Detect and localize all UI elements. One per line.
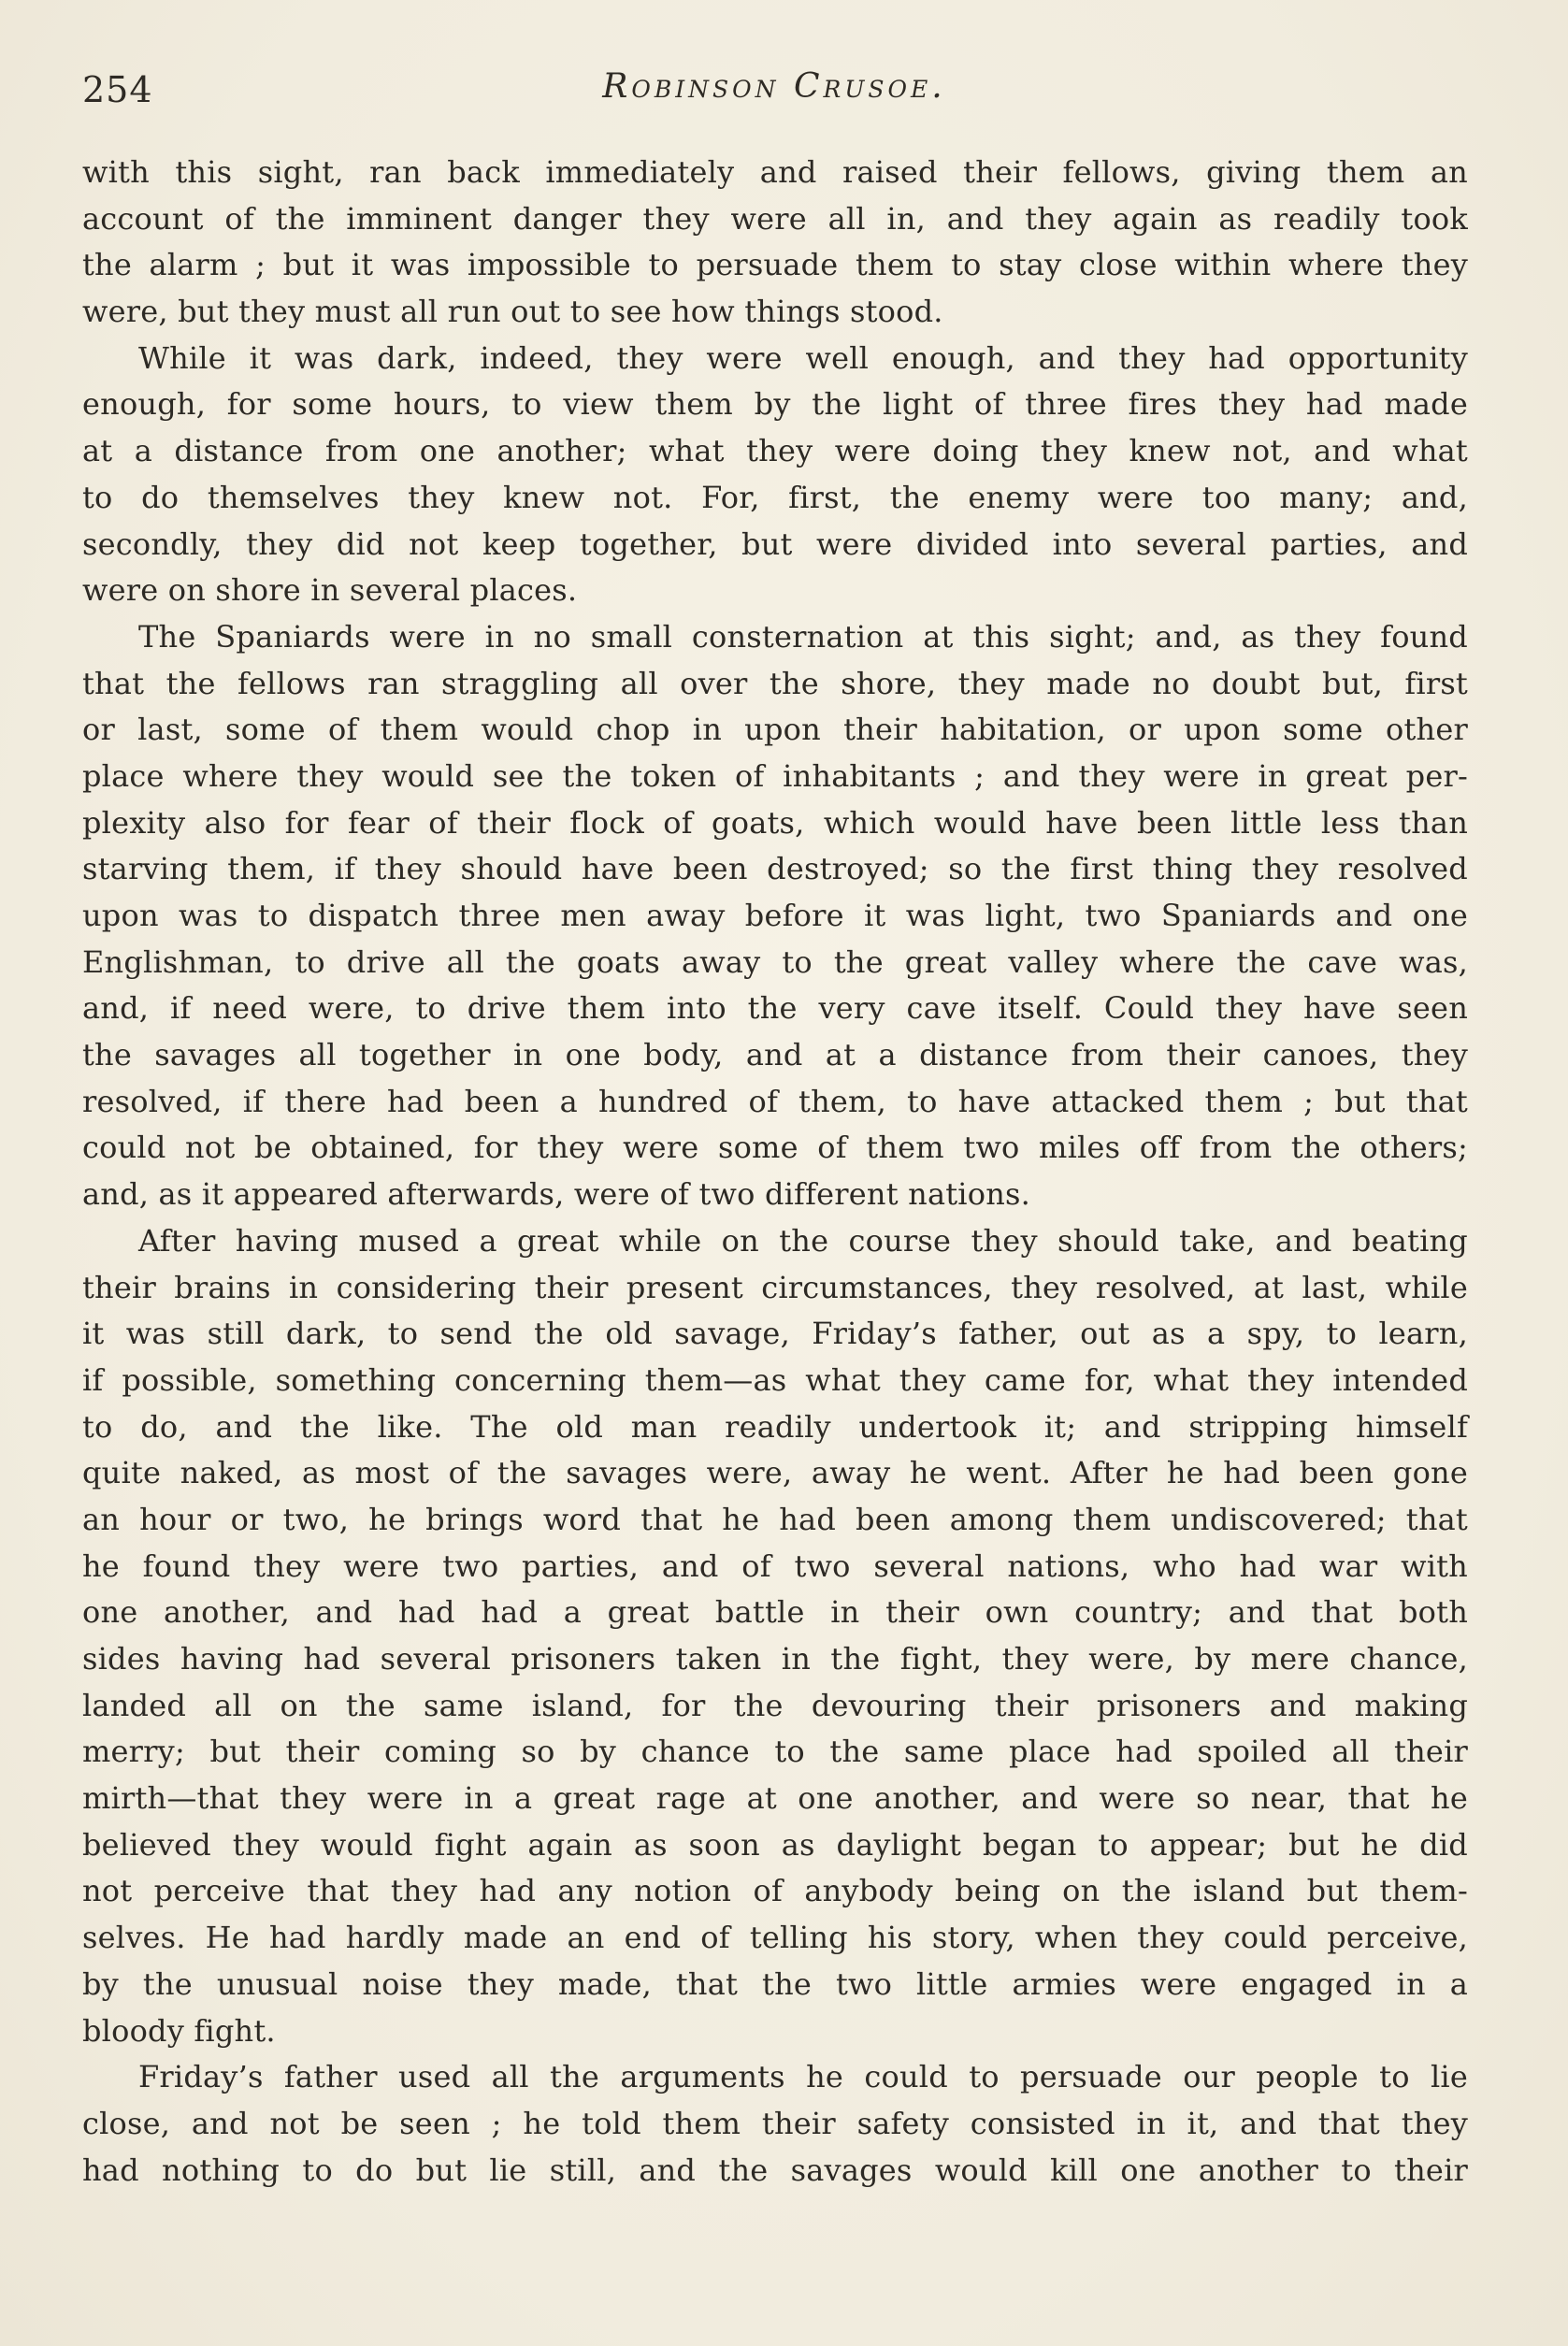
text-line: not perceive that they had any notion of anybody being on the island but them- <box>82 1873 1468 1909</box>
text-line: Friday’s father used all the arguments he could to persuade our people to lie <box>138 2059 1468 2095</box>
text-line: enough, for some hours, to view them by the light of three fires they had made <box>82 386 1468 423</box>
text-line: resolved, if there had been a hundred of them, to have attacked them ; but that <box>82 1083 1468 1119</box>
text-line: and, as it appeared afterwards, were of two different nations. <box>82 1176 1031 1213</box>
text-line: mirth—that they were in a great rage at one another, and were so near, that he <box>82 1780 1468 1817</box>
text-line: were, but they must all run out to see how things stood. <box>82 294 943 330</box>
text-line: an hour or two, he brings word that he had been among them undiscovered; that <box>82 1501 1468 1537</box>
text-line: While it was dark, indeed, they were well enough, and they had opportunity <box>138 339 1468 376</box>
text-line: had nothing to do but lie still, and the savages would kill one another to their <box>82 2152 1468 2188</box>
text-line: merry; but their coming so by chance to the same place had spoiled all their <box>82 1734 1468 1770</box>
paragraph <box>82 614 1468 1218</box>
running-title: Robinson Crusoe. <box>602 67 946 106</box>
text-line: to do themselves they knew not. For, first, the enemy were too many; and, <box>82 479 1468 515</box>
text-line: their brains in considering their present circumstances, they resolved, at last, while <box>82 1269 1468 1305</box>
text-line: to do, and the like. The old man readily undertook it; and stripping himself <box>82 1408 1468 1445</box>
text-line: plexity also for fear of their flock of goats, which would have been little less than <box>82 804 1468 841</box>
paragraph <box>82 2054 1468 2194</box>
text-line: bloody fight. <box>82 2012 276 2049</box>
text-line: selves. He had hardly made an end of telling his story, when they could perceive, <box>82 1920 1468 1956</box>
text-line: landed all on the same island, for the devouring their prisoners and making <box>82 1687 1468 1723</box>
text-line: could not be obtained, for they were some of them two miles off from the others; <box>82 1130 1468 1166</box>
paragraph <box>82 150 1468 336</box>
text-line: account of the imminent danger they were all in, and they again as readily took <box>82 200 1468 237</box>
text-line: sides having had several prisoners taken in the fight, they were, by mere chance, <box>82 1641 1468 1677</box>
paragraph <box>82 336 1468 614</box>
text-line: starving them, if they should have been destroyed; so the first thing they resolved <box>82 851 1468 887</box>
page-number: 254 <box>82 69 153 110</box>
paragraph <box>82 1218 1468 2054</box>
text-line: After having mused a great while on the course they should take, and beating <box>138 1222 1468 1259</box>
text-line: the alarm ; but it was impossible to persuade them to stay close within where they <box>82 247 1468 283</box>
text-line: that the fellows ran straggling all over the shore, they made no doubt but, first <box>82 665 1468 701</box>
text-line: by the unusual noise they made, that the two little armies were engaged in a <box>82 1965 1468 2002</box>
text-line: and, if need were, to drive them into the very cave itself. Could they have seen <box>82 990 1468 1027</box>
page-header <box>82 64 1466 120</box>
text-line: The Spaniards were in no small consternation at this sight; and, as they found <box>138 618 1468 655</box>
text-line: upon was to dispatch three men away before it was light, two Spaniards and one <box>82 898 1468 933</box>
text-line: the savages all together in one body, and at a distance from their canoes, they <box>82 1037 1468 1073</box>
text-line: secondly, they did not keep together, but were divided into several parties, and <box>82 525 1468 562</box>
body-text <box>82 150 1468 2194</box>
text-line: he found they were two parties, and of two several nations, who had war with <box>82 1547 1468 1584</box>
text-line: were on shore in several places. <box>82 572 578 609</box>
text-line: believed they would fight again as soon as daylight began to appear; but he did <box>82 1826 1468 1863</box>
text-line: one another, and had had a great battle in their own country; and that both <box>82 1594 1468 1631</box>
text-line: at a distance from one another; what they were doing they knew not, and what <box>82 433 1468 469</box>
text-line: if possible, something concerning them—as what they came for, what they intended <box>82 1361 1468 1398</box>
text-line: close, and not be seen ; he told them their safety consisted in it, and that they <box>82 2105 1468 2141</box>
text-line: quite naked, as most of the savages were, away he went. After he had been gone <box>82 1455 1468 1491</box>
text-line: Englishman, to drive all the goats away to the great valley where the cave was, <box>82 943 1468 980</box>
text-line: with this sight, ran back immediately and raised their fellows, giving them an <box>82 154 1468 190</box>
text-line: place where they would see the token of inhabitants ; and they were in great per- <box>82 757 1468 794</box>
text-line: it was still dark, to send the old savage, Friday’s father, out as a spy, to learn, <box>82 1316 1468 1352</box>
text-line: or last, some of them would chop in upon their habitation, or upon some other <box>82 712 1468 748</box>
